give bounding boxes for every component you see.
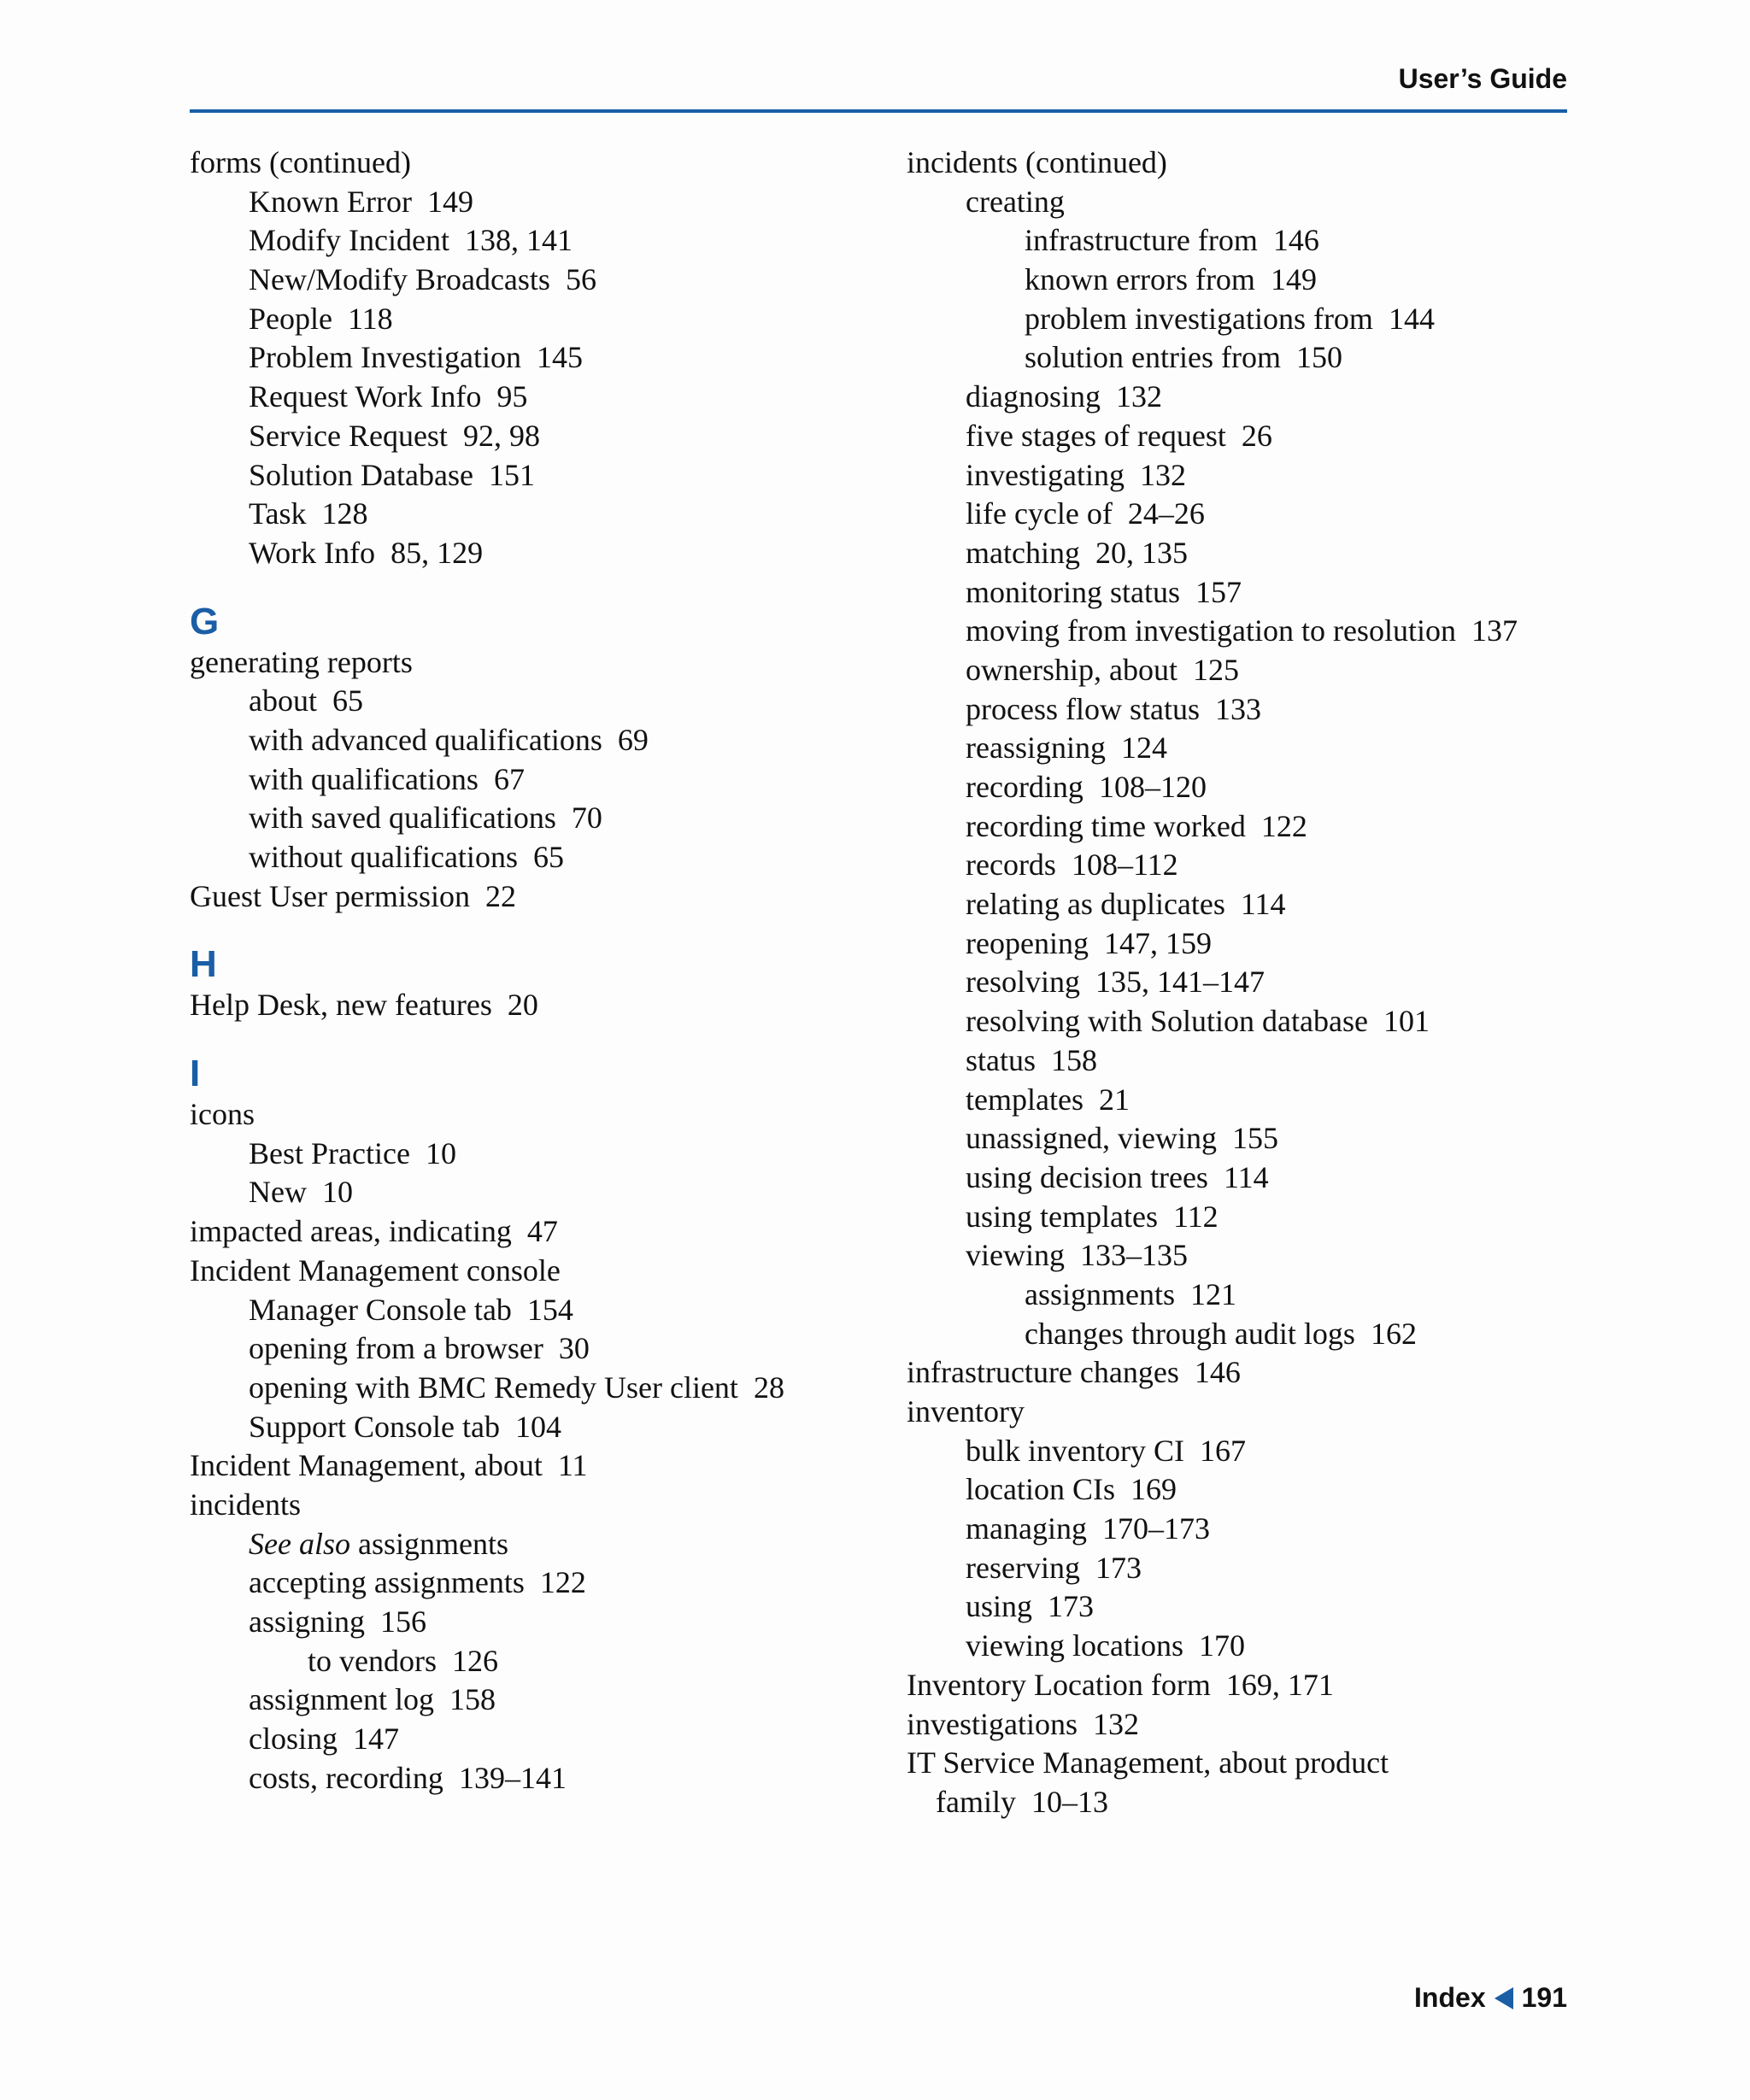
index-entry-term: creating xyxy=(966,184,1065,219)
index-entry-term: New xyxy=(249,1175,307,1210)
page-number: 191 xyxy=(1521,1982,1567,2013)
index-entry xyxy=(907,885,1590,924)
index-entry xyxy=(190,1212,890,1252)
index-entry-pages: 112 xyxy=(1172,1199,1219,1234)
index-entry-pages: 92, 98 xyxy=(462,418,540,453)
index-entry-term: infrastructure from xyxy=(1025,223,1258,258)
index-entry xyxy=(190,300,890,339)
index-entry xyxy=(190,495,890,534)
index-entry xyxy=(190,1759,890,1798)
index-entry-pages: 114 xyxy=(1223,1159,1269,1194)
index-entry-pages: 104 xyxy=(515,1409,561,1444)
index-entry-pages: 95 xyxy=(496,379,528,414)
index-column-right xyxy=(907,144,1590,1822)
index-entry-pages: 24–26 xyxy=(1127,496,1205,531)
index-entry xyxy=(190,1563,890,1603)
index-entry xyxy=(190,378,890,417)
index-entry-pages: 150 xyxy=(1295,340,1342,375)
index-entry-term: status xyxy=(966,1042,1036,1077)
index-entry-pages: 133–135 xyxy=(1079,1238,1188,1273)
index-entry-pages: 65 xyxy=(532,840,564,874)
index-entry xyxy=(190,144,890,183)
index-entry-pages: 137 xyxy=(1471,613,1518,648)
index-entry xyxy=(907,1041,1590,1081)
index-entry-term: problem investigations from xyxy=(1025,301,1373,336)
index-entry xyxy=(190,1329,890,1369)
index-entry-term: investigating xyxy=(966,457,1125,492)
index-entry-pages: 169, 171 xyxy=(1225,1667,1334,1702)
index-entry-term: solution entries from xyxy=(1025,340,1281,375)
index-entry xyxy=(907,1744,1590,1783)
index-entry-pages: 70 xyxy=(571,801,602,836)
index-entry-term: inventory xyxy=(907,1394,1025,1428)
index-entry-pages: 149 xyxy=(1270,262,1317,297)
index-entry-pages: 124 xyxy=(1120,730,1167,766)
index-entry-term: infrastructure changes xyxy=(907,1355,1179,1390)
index-entry xyxy=(190,760,890,800)
index-entry-term: Manager Console tab xyxy=(249,1292,512,1327)
index-entry xyxy=(907,1432,1590,1471)
index-entry-term: Inventory Location form xyxy=(907,1667,1211,1702)
index-entry xyxy=(190,682,890,721)
index-section-letter: H xyxy=(190,943,217,986)
index-entry-term: IT Service Management, about product xyxy=(907,1745,1389,1780)
index-entry-pages: 69 xyxy=(617,722,649,757)
index-entry-pages: 85, 129 xyxy=(391,535,484,570)
index-entry xyxy=(907,1783,1590,1822)
index-entry-term: bulk inventory CI xyxy=(966,1433,1184,1468)
index-entry-pages: 146 xyxy=(1272,223,1319,258)
index-section-letter: G xyxy=(190,600,220,642)
index-entry-term: Incident Management console xyxy=(190,1252,561,1288)
index-entry xyxy=(907,1587,1590,1627)
index-entry-pages: 162 xyxy=(1370,1316,1417,1351)
index-entry xyxy=(907,690,1590,730)
index-entry xyxy=(190,1291,890,1330)
index-entry xyxy=(190,643,890,683)
index-entry-pages: 158 xyxy=(449,1682,496,1717)
index-entry xyxy=(190,1603,890,1642)
running-header-title: User’s Guide xyxy=(1398,63,1567,94)
index-entry-term: New/Modify Broadcasts xyxy=(249,262,550,297)
index-entry-term: using decision trees xyxy=(966,1159,1208,1194)
index-entry xyxy=(907,846,1590,885)
index-entry-term: to vendors xyxy=(308,1643,437,1678)
index-entry-term: viewing locations xyxy=(966,1628,1183,1663)
index-entry-pages: 108–120 xyxy=(1098,770,1207,804)
index-entry-pages: 132 xyxy=(1093,1706,1139,1741)
index-entry-term: investigations xyxy=(907,1706,1078,1741)
index-entry-term: life cycle of xyxy=(966,496,1113,531)
index-entry-pages: 118 xyxy=(347,301,393,336)
index-entry xyxy=(190,1095,890,1135)
index-entry xyxy=(907,1081,1590,1120)
index-entry-pages: 22 xyxy=(484,878,516,913)
index-entry xyxy=(907,1393,1590,1432)
index-entry xyxy=(190,338,890,378)
index-entry-pages: 10–13 xyxy=(1031,1784,1108,1819)
index-entry xyxy=(190,1720,890,1759)
index-entry xyxy=(907,1549,1590,1588)
index-entry-term: assignments xyxy=(357,1526,508,1561)
index-entry-pages: 108–112 xyxy=(1071,848,1178,883)
index-entry-pages: 30 xyxy=(558,1331,590,1366)
index-entry xyxy=(190,877,890,917)
index-entry-term: with advanced qualifications xyxy=(249,722,602,757)
index-entry xyxy=(907,1705,1590,1745)
index-entry xyxy=(190,721,890,760)
index-entry-pages: 139–141 xyxy=(458,1760,567,1795)
index-entry xyxy=(907,300,1590,339)
index-entry-term: icons xyxy=(190,1097,255,1132)
index-entry xyxy=(907,1666,1590,1705)
index-entry xyxy=(907,1002,1590,1041)
index-entry xyxy=(907,534,1590,573)
index-entry-term: templates xyxy=(966,1082,1083,1117)
index-entry-term: using templates xyxy=(966,1199,1158,1234)
index-entry xyxy=(190,1681,890,1720)
index-entry-term: Support Console tab xyxy=(249,1409,500,1444)
index-entry xyxy=(907,1159,1590,1198)
index-entry-pages: 10 xyxy=(425,1135,456,1170)
index-entry xyxy=(190,417,890,456)
index-entry-term: viewing xyxy=(966,1238,1065,1273)
index-entry-pages: 155 xyxy=(1231,1121,1278,1156)
index-entry xyxy=(907,1315,1590,1354)
section-spacer xyxy=(190,573,890,601)
index-entry xyxy=(907,612,1590,651)
index-entry-pages: 170–173 xyxy=(1101,1511,1210,1546)
page-footer xyxy=(1414,1982,1567,2014)
index-entry-term: Help Desk, new features xyxy=(190,988,492,1023)
index-entry xyxy=(907,1470,1590,1510)
index-entry xyxy=(907,261,1590,300)
index-entry-pages: 146 xyxy=(1194,1355,1241,1390)
index-entry xyxy=(907,495,1590,534)
section-spacer xyxy=(190,1025,890,1053)
index-entry xyxy=(907,1510,1590,1549)
index-entry-pages: 158 xyxy=(1051,1042,1098,1077)
footer-section: Index xyxy=(1414,1982,1486,2013)
index-entry-term: five stages of request xyxy=(966,418,1226,453)
index-entry-pages: 101 xyxy=(1383,1004,1430,1039)
index-entry-pages: 122 xyxy=(539,1565,586,1600)
index-entry-pages: 67 xyxy=(493,761,525,796)
index-entry xyxy=(907,1236,1590,1276)
index-entry-term: assignments xyxy=(1025,1276,1175,1311)
index-entry-term: using xyxy=(966,1589,1033,1624)
index-entry-term: with saved qualifications xyxy=(249,801,556,836)
index-entry xyxy=(190,1369,890,1408)
index-entry-pages: 125 xyxy=(1192,652,1239,687)
index-entry xyxy=(190,986,890,1025)
index-entry-term: monitoring status xyxy=(966,574,1180,609)
index-entry xyxy=(190,1446,890,1486)
index-entry xyxy=(907,1353,1590,1393)
index-entry xyxy=(190,261,890,300)
index-entry xyxy=(907,1119,1590,1159)
index-entry-pages: 21 xyxy=(1098,1082,1130,1117)
index-entry-pages: 126 xyxy=(451,1643,498,1678)
index-entry-pages: 156 xyxy=(380,1604,427,1639)
index-entry xyxy=(907,144,1590,183)
index-entry-pages: 20, 135 xyxy=(1095,535,1188,570)
index-entry xyxy=(907,924,1590,964)
index-entry-term: incidents (continued) xyxy=(907,145,1167,179)
index-entry-term: Modify Incident xyxy=(249,223,449,258)
index-entry-term: known errors from xyxy=(1025,262,1255,297)
index-entry xyxy=(190,456,890,496)
index-entry xyxy=(190,1486,890,1525)
index-entry xyxy=(190,183,890,222)
index-entry xyxy=(907,456,1590,496)
index-entry xyxy=(907,183,1590,222)
index-entry xyxy=(907,417,1590,456)
index-entry-term: diagnosing xyxy=(966,379,1101,414)
index-entry-pages: 144 xyxy=(1388,301,1435,336)
index-entry-pages: 157 xyxy=(1195,574,1242,609)
index-entry-term: accepting assignments xyxy=(249,1565,525,1600)
index-entry-term: without qualifications xyxy=(249,840,518,874)
index-entry-term: ownership, about xyxy=(966,652,1177,687)
index-entry-term: about xyxy=(249,683,317,719)
index-entry-term: resolving with Solution database xyxy=(966,1004,1368,1039)
index-entry-pages: 173 xyxy=(1095,1550,1142,1585)
index-entry-term: Incident Management, about xyxy=(190,1448,543,1483)
index-entry xyxy=(907,729,1590,768)
index-entry xyxy=(907,378,1590,417)
index-entry-pages: 114 xyxy=(1240,887,1286,922)
index-entry-term: recording xyxy=(966,770,1083,804)
index-entry-term: records xyxy=(966,848,1056,883)
index-entry-term: recording time worked xyxy=(966,808,1246,843)
index-entry-pages: 121 xyxy=(1190,1276,1236,1311)
index-entry-pages: 133 xyxy=(1214,691,1261,726)
index-entry-term: reassigning xyxy=(966,730,1106,766)
index-entry-term: location CIs xyxy=(966,1472,1115,1507)
index-entry-term: Work Info xyxy=(249,535,376,570)
index-entry-pages: 173 xyxy=(1048,1589,1095,1624)
index-entry-term: with qualifications xyxy=(249,761,479,796)
index-entry xyxy=(907,338,1590,378)
triangle-left-icon xyxy=(1495,1987,1513,2009)
index-entry-term: opening from a browser xyxy=(249,1331,543,1366)
index-entry xyxy=(907,573,1590,613)
index-entry xyxy=(907,963,1590,1002)
index-entry xyxy=(190,1525,890,1564)
index-entry-term: generating reports xyxy=(190,644,413,679)
header-rule xyxy=(190,109,1567,113)
index-entry-pages: 145 xyxy=(536,340,583,375)
index-entry-term: reserving xyxy=(966,1550,1080,1585)
index-entry xyxy=(190,799,890,838)
index-entry-pages: 56 xyxy=(565,262,596,297)
section-spacer xyxy=(190,916,890,943)
index-entry-pages: 65 xyxy=(332,683,363,719)
index-entry-pages: 28 xyxy=(753,1370,784,1405)
index-entry-pages: 167 xyxy=(1199,1433,1246,1468)
index-entry-pages: 170 xyxy=(1198,1628,1245,1663)
index-entry-pages: 149 xyxy=(426,184,473,219)
index-entry xyxy=(907,807,1590,847)
index-entry xyxy=(907,768,1590,807)
index-entry-see-also: See also xyxy=(249,1526,350,1561)
index-entry-term: Task xyxy=(249,496,307,531)
index-entry-term: reopening xyxy=(966,925,1089,960)
index-entry-term: People xyxy=(249,301,332,336)
index-entry-term: assignment log xyxy=(249,1682,434,1717)
index-entry xyxy=(190,1252,890,1291)
index-section-letter: I xyxy=(190,1053,201,1095)
index-entry-term: Problem Investigation xyxy=(249,340,521,375)
index-entry xyxy=(907,221,1590,261)
index-entry-pages: 26 xyxy=(1241,418,1272,453)
index-entry xyxy=(190,1408,890,1447)
index-entry xyxy=(190,221,890,261)
index-entry-term: Guest User permission xyxy=(190,878,470,913)
index-entry-term: Service Request xyxy=(249,418,448,453)
index-entry-pages: 135, 141–147 xyxy=(1095,965,1265,1000)
index-entry-term: changes through audit logs xyxy=(1025,1316,1355,1351)
index-entry xyxy=(190,1135,890,1174)
index-entry-pages: 147, 159 xyxy=(1103,925,1212,960)
index-entry-term: costs, recording xyxy=(249,1760,443,1795)
index-entry-term: matching xyxy=(966,535,1080,570)
index-entry-term: incidents xyxy=(190,1487,301,1522)
index-entry-term: moving from investigation to resolution xyxy=(966,613,1456,648)
index-entry-term: resolving xyxy=(966,965,1080,1000)
index-entry-pages: 122 xyxy=(1260,808,1307,843)
index-entry-pages: 132 xyxy=(1116,379,1162,414)
index-entry-term: forms (continued) xyxy=(190,145,411,179)
index-entry-term: opening with BMC Remedy User client xyxy=(249,1370,738,1405)
index-entry-pages: 147 xyxy=(353,1722,399,1757)
index-entry-pages: 11 xyxy=(557,1448,588,1483)
index-entry-pages: 128 xyxy=(321,496,368,531)
index-entry-pages: 154 xyxy=(526,1292,573,1327)
index-entry-term: impacted areas, indicating xyxy=(190,1214,512,1249)
index-entry xyxy=(190,1173,890,1212)
index-entry-pages: 151 xyxy=(488,457,535,492)
index-entry-term: managing xyxy=(966,1511,1087,1546)
index-column-left xyxy=(190,144,890,1798)
index-entry-pages: 20 xyxy=(507,988,538,1023)
index-entry-pages: 138, 141 xyxy=(464,223,573,258)
index-entry-term: Best Practice xyxy=(249,1135,410,1170)
index-entry xyxy=(907,651,1590,690)
index-entry-term: process flow status xyxy=(966,691,1200,726)
index-entry-pages: 10 xyxy=(321,1175,353,1210)
index-entry-term: Request Work Info xyxy=(249,379,482,414)
index-entry xyxy=(907,1276,1590,1315)
index-entry-term: relating as duplicates xyxy=(966,887,1225,922)
index-entry-pages: 169 xyxy=(1130,1472,1177,1507)
index-entry-term: Known Error xyxy=(249,184,412,219)
index-entry-pages: 132 xyxy=(1139,457,1186,492)
index-entry-term: assigning xyxy=(249,1604,366,1639)
index-entry xyxy=(190,1642,890,1681)
index-entry-pages: 47 xyxy=(526,1214,558,1249)
index-entry xyxy=(190,838,890,877)
index-entry-term: family xyxy=(936,1784,1016,1819)
index-entry-term: Solution Database xyxy=(249,457,473,492)
index-entry xyxy=(190,534,890,573)
index-entry-term: closing xyxy=(249,1722,338,1757)
index-entry-term: unassigned, viewing xyxy=(966,1121,1217,1156)
index-entry xyxy=(907,1198,1590,1237)
index-entry xyxy=(907,1627,1590,1666)
